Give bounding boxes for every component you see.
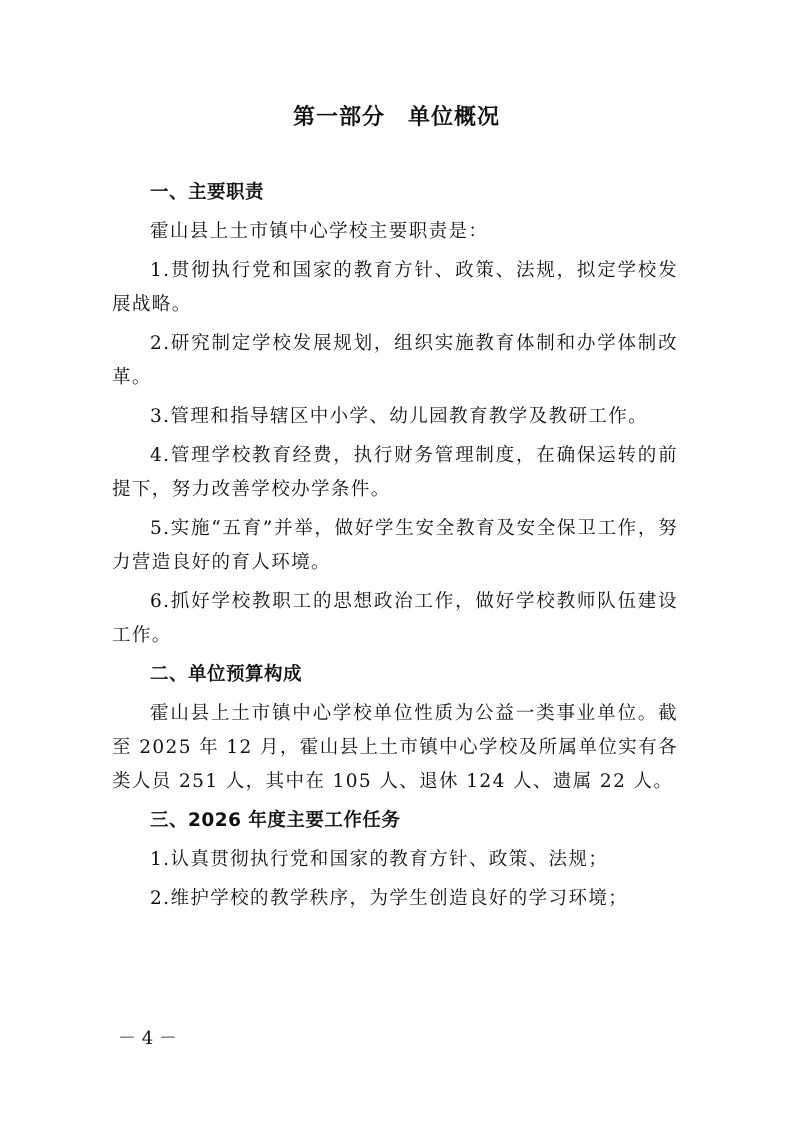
responsibility-item: 1.贯彻执行党和国家的教育方针、政策、法规，拟定学校发展战略。 xyxy=(112,260,678,315)
section-heading-responsibilities: 一、主要职责 xyxy=(150,182,265,203)
responsibilities-intro: 霍山县上土市镇中心学校主要职责是： xyxy=(150,221,489,242)
budget-composition-paragraph: 霍山县上土市镇中心学校单位性质为公益一类事业单位。截至 2025 年 12 月，霍山县上土市镇中心学校及所属单位实有各类人员 251 人，其中在 105 人、退休 124 人、遗属 22 人。 xyxy=(112,703,678,792)
work-task-item: 2.维护学校的教学秩序，为学生创造良好的学习环境； xyxy=(150,888,629,909)
page-title: 第一部分 单位概况 xyxy=(292,105,500,130)
document-body xyxy=(112,176,678,921)
responsibility-item: 2.研究制定学校发展规划，组织实施教育体制和办学体制改革。 xyxy=(112,333,678,388)
responsibility-item: 3.管理和指导辖区中小学、幼儿园教育教学及教研工作。 xyxy=(150,406,649,427)
responsibility-item: 4.管理学校教育经费，执行财务管理制度，在确保运转的前提下，努力改善学校办学条件。 xyxy=(112,445,678,500)
section-heading-work-tasks: 三、2026 年度主要工作任务 xyxy=(150,810,401,831)
responsibility-item: 6.抓好学校教职工的思想政治工作，做好学校教师队伍建设工作。 xyxy=(112,591,678,646)
work-task-item: 1.认真贯彻执行党和国家的教育方针、政策、法规； xyxy=(150,849,609,870)
section-heading-budget-composition: 二、单位预算构成 xyxy=(150,664,303,685)
page-number: － 4 － xyxy=(118,1028,177,1049)
responsibility-item: 5.实施“五育”并举，做好学生安全教育及安全保卫工作，努力营造良好的育人环境。 xyxy=(112,518,678,573)
